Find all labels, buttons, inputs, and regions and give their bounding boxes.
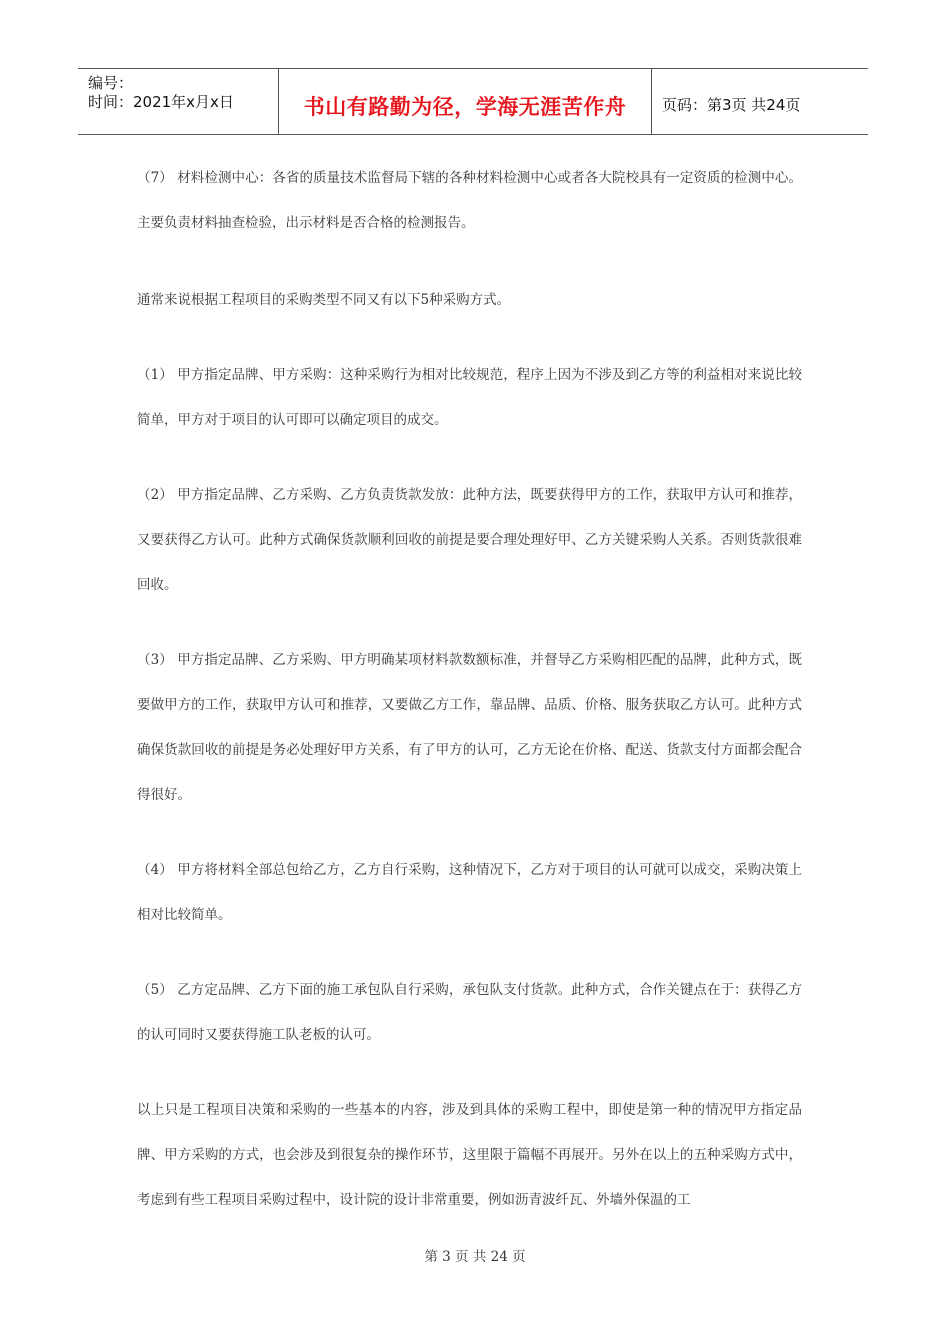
document-body	[137, 156, 802, 1223]
paragraph-item-5: （5） 乙方定品牌、乙方下面的施工承包队自行采购，承包队支付货款。此种方式，合作关键点在于：获得乙方的认可同时又要获得施工队老板的认可。	[137, 982, 802, 1043]
header-left-cell	[78, 69, 279, 134]
paragraph-item-7: （7） 材料检测中心：各省的质量技术监督局下辖的各种材料检测中心或者各大院校具有一定资质的检测中心。主要负责材料抽查检验，出示材料是否合格的检测报告。	[137, 170, 802, 231]
header-page-number: 页码：第3页 共24页	[662, 96, 801, 114]
paragraph-item-3: （3） 甲方指定品牌、乙方采购、甲方明确某项材料款数额标准，并督导乙方采购相匹配的品牌，此种方式，既要做甲方的工作，获取甲方认可和推荐，又要做乙方工作，靠品牌、品质、价格、服务获取乙方认可。此种方式确保货款回收的前提是务必处理好甲方关系，有了甲方的认可，乙方无论在价格、配送、货款支付方面都会配合得很好。	[137, 652, 802, 803]
paragraph-item-4: （4） 甲方将材料全部总包给乙方，乙方自行采购，这种情况下，乙方对于项目的认可就可以成交，采购决策上相对比较简单。	[137, 862, 802, 923]
paragraph-item-1: （1） 甲方指定品牌、甲方采购：这种采购行为相对比较规范，程序上因为不涉及到乙方等的利益相对来说比较简单，甲方对于项目的认可即可以确定项目的成交。	[137, 367, 802, 428]
paragraph-item-2: （2） 甲方指定品牌、乙方采购、乙方负责货款发放：此种方法，既要获得甲方的工作，获取甲方认可和推荐，又要获得乙方认可。此种方式确保货款顺利回收的前提是要合理处理好甲、乙方关键采购人关系。否则货款很难回收。	[137, 487, 802, 593]
page-footer: 第 3 页 共 24 页	[424, 1249, 526, 1265]
paragraph-summary: 以上只是工程项目决策和采购的一些基本的内容，涉及到具体的采购工程中，即使是第一种的情况甲方指定品牌、甲方采购的方式，也会涉及到很复杂的操作环节，这里限于篇幅不再展开。另外在以上的五种采购方式中，考虑到有些工程项目采购过程中，设计院的设计非常重要，例如沥青波纤瓦、外墙外保温的工	[137, 1102, 802, 1208]
header-right-cell	[652, 69, 868, 134]
header-center-cell	[279, 69, 652, 134]
paragraph-intro: 通常来说根据工程项目的采购类型不同又有以下5种采购方式。	[137, 292, 511, 308]
page-header	[78, 68, 868, 135]
document-number-label: 编号：	[88, 74, 134, 92]
header-motto: 书山有路勤为径，学海无涯苦作舟	[303, 94, 627, 119]
document-date-label: 时间：2021年x月x日	[88, 93, 234, 111]
